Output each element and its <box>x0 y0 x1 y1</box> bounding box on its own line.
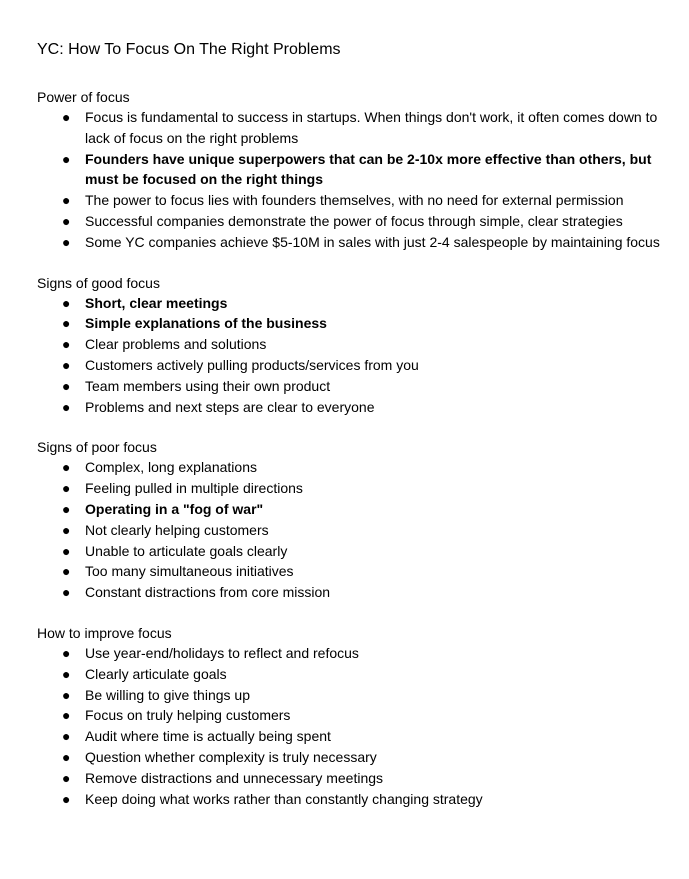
list-item <box>37 149 665 191</box>
bullet-icon: ● <box>62 315 71 332</box>
section-signs-of-poor-focus <box>37 437 665 603</box>
bullet-icon: ● <box>62 707 71 724</box>
bullet-list <box>37 643 665 809</box>
list-item <box>37 520 665 541</box>
list-item-text: Short, clear meetings <box>85 294 228 311</box>
list-item <box>37 499 665 520</box>
section-heading: Power of focus <box>37 89 130 105</box>
list-item-text: Use year-end/holidays to reflect and refocus <box>85 644 359 661</box>
list-item-text: Not clearly helping customers <box>85 521 269 538</box>
list-item-text: Operating in a "fog of war" <box>85 500 264 517</box>
list-item-text: Unable to articulate goals clearly <box>85 542 288 559</box>
list-item <box>37 541 665 562</box>
section-how-to-improve-focus <box>37 623 665 809</box>
section-heading: Signs of poor focus <box>37 439 157 456</box>
list-item-text: Focus is fundamental to success in startups. When things don't work, it often comes down to lack of focus on the right problems <box>85 109 658 146</box>
list-item-text: Keep doing what works rather than constantly changing strategy <box>85 790 483 807</box>
list-item <box>37 107 665 149</box>
list-item-text: Successful companies demonstrate the power of focus through simple, clear strategies <box>85 212 623 229</box>
bullet-list <box>37 457 665 603</box>
list-item <box>37 376 665 397</box>
list-item-text: Customers actively pulling products/services from you <box>85 356 419 373</box>
bullet-icon: ● <box>62 356 71 373</box>
list-item <box>37 211 665 232</box>
bullet-icon: ● <box>62 748 71 765</box>
bullet-icon: ● <box>62 480 71 497</box>
list-item <box>37 664 665 685</box>
bullet-icon: ● <box>62 109 71 125</box>
list-item-text: Problems and next steps are clear to everyone <box>85 398 375 415</box>
list-item-text: Feeling pulled in multiple directions <box>85 480 303 497</box>
bullet-icon: ● <box>62 233 71 250</box>
list-item <box>37 190 665 211</box>
bullet-icon: ● <box>62 294 71 311</box>
bullet-icon: ● <box>62 665 71 682</box>
list-item <box>37 643 665 664</box>
bullet-icon: ● <box>62 192 71 209</box>
bullet-icon: ● <box>62 500 71 517</box>
list-item <box>37 334 665 355</box>
list-item <box>37 768 665 789</box>
section-power-of-focus <box>37 87 665 253</box>
list-item-text: Focus on truly helping customers <box>85 707 291 724</box>
bullet-list <box>37 293 665 418</box>
list-item-text: Too many simultaneous initiatives <box>85 563 294 580</box>
list-item <box>37 397 665 418</box>
list-item <box>37 582 665 603</box>
list-item-text: Complex, long explanations <box>85 459 257 476</box>
bullet-icon: ● <box>62 150 71 167</box>
document-title: YC: How To Focus On The Right Problems <box>37 41 341 58</box>
list-item <box>37 355 665 376</box>
bullet-icon: ● <box>62 584 71 601</box>
list-item-text: Clear problems and solutions <box>85 336 267 353</box>
bullet-icon: ● <box>62 212 71 229</box>
bullet-icon: ● <box>62 521 71 538</box>
list-item-text: Remove distractions and unnecessary meetings <box>85 769 384 786</box>
bullet-list <box>37 107 665 253</box>
list-item-text: Question whether complexity is truly necessary <box>85 748 377 765</box>
list-item <box>37 747 665 768</box>
list-item <box>37 293 665 314</box>
bullet-icon: ● <box>62 563 71 580</box>
bullet-icon: ● <box>62 686 71 703</box>
bullet-icon: ● <box>62 398 71 415</box>
bullet-icon: ● <box>62 790 71 807</box>
list-item-text: Be willing to give things up <box>85 686 250 703</box>
list-item-text: Founders have unique superpowers that can be 2-10x more effective than others, but must be focused on the right things <box>85 150 652 188</box>
section-heading: How to improve focus <box>37 624 172 641</box>
bullet-icon: ● <box>62 459 71 476</box>
bullet-icon: ● <box>62 769 71 786</box>
list-item <box>37 685 665 706</box>
list-item <box>37 232 665 253</box>
list-item <box>37 478 665 499</box>
bullet-icon: ● <box>62 542 71 559</box>
list-item <box>37 313 665 334</box>
section-signs-of-good-focus <box>37 273 665 418</box>
bullet-icon: ● <box>62 728 71 745</box>
list-item-text: The power to focus lies with founders themselves, with no need for external permission <box>85 192 624 209</box>
list-item <box>37 789 665 810</box>
list-item <box>37 457 665 478</box>
bullet-icon: ● <box>62 336 71 353</box>
list-item-text: Team members using their own product <box>85 377 331 394</box>
list-item <box>37 726 665 747</box>
list-item-text: Some YC companies achieve $5-10M in sales with just 2-4 salespeople by maintaining focus <box>85 233 660 250</box>
list-item-text: Clearly articulate goals <box>85 665 227 682</box>
list-item-text: Constant distractions from core mission <box>85 584 331 601</box>
section-heading: Signs of good focus <box>37 274 160 291</box>
bullet-icon: ● <box>62 377 71 394</box>
bullet-icon: ● <box>62 644 71 661</box>
list-item-text: Simple explanations of the business <box>85 315 327 332</box>
list-item-text: Audit where time is actually being spent <box>85 728 331 745</box>
list-item <box>37 705 665 726</box>
list-item <box>37 561 665 582</box>
